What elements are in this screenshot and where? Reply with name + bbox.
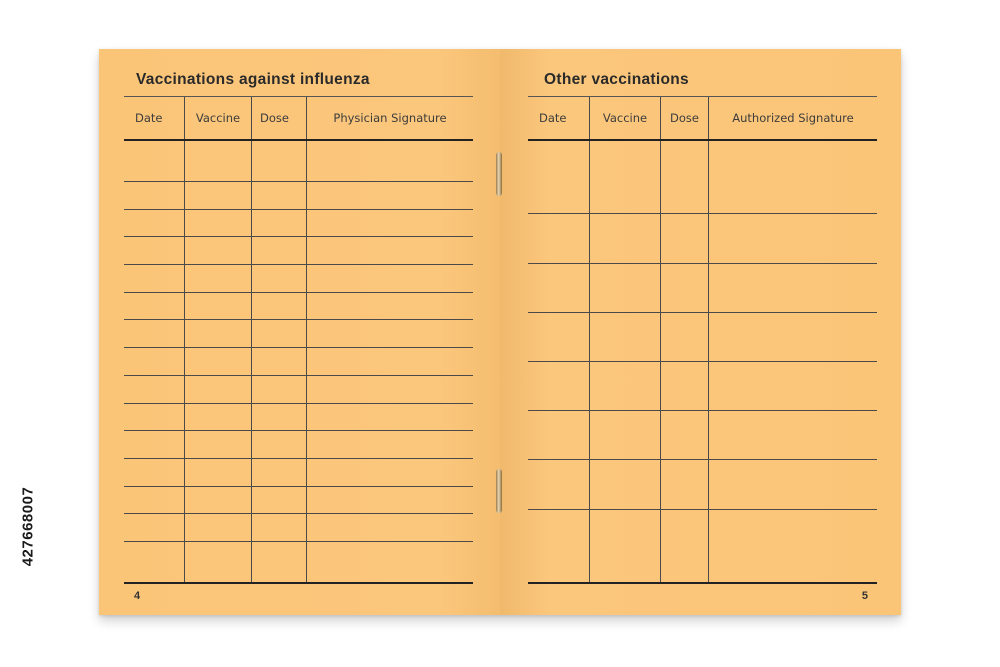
table-cell[interactable] — [528, 263, 590, 312]
table-cell[interactable] — [252, 348, 307, 376]
column-header-date: Date — [124, 97, 185, 141]
table-cell[interactable] — [124, 431, 185, 459]
stock-id-text: 427668007 — [19, 486, 37, 567]
table-cell[interactable] — [661, 460, 709, 509]
table-cell[interactable] — [252, 292, 307, 320]
table-cell[interactable] — [590, 140, 661, 214]
other-vaccinations-table — [528, 96, 877, 584]
table-cell[interactable] — [185, 140, 252, 182]
page-number-left: 4 — [134, 590, 141, 602]
table-cell[interactable] — [124, 375, 185, 403]
page-number-right: 5 — [861, 590, 868, 602]
table-cell[interactable] — [307, 514, 474, 542]
table-cell[interactable] — [252, 403, 307, 431]
table-row — [124, 182, 473, 210]
table-row — [124, 292, 473, 320]
table-header-row — [124, 97, 473, 141]
table-cell[interactable] — [590, 509, 661, 583]
right-page-title: Other vaccinations — [544, 71, 689, 88]
table-cell[interactable] — [185, 431, 252, 459]
table-cell[interactable] — [528, 312, 590, 361]
table-cell[interactable] — [307, 292, 474, 320]
column-header-signature: Authorized Signature — [709, 97, 878, 141]
table-cell[interactable] — [124, 209, 185, 237]
table-cell[interactable] — [185, 486, 252, 514]
table-cell[interactable] — [528, 411, 590, 460]
table-cell[interactable] — [185, 292, 252, 320]
table-row — [528, 411, 877, 460]
table-row — [528, 460, 877, 509]
table-cell[interactable] — [590, 312, 661, 361]
table-cell[interactable] — [124, 458, 185, 486]
table-cell[interactable] — [252, 375, 307, 403]
table-cell[interactable] — [307, 265, 474, 293]
left-page-title: Vaccinations against influenza — [136, 71, 370, 88]
table-row — [124, 514, 473, 542]
table-cell[interactable] — [252, 514, 307, 542]
table-row — [124, 375, 473, 403]
staple-bottom — [496, 469, 502, 513]
table-cell[interactable] — [709, 460, 878, 509]
table-row — [124, 348, 473, 376]
table-row — [528, 509, 877, 583]
table-cell[interactable] — [661, 361, 709, 410]
table-cell[interactable] — [528, 214, 590, 263]
table-cell[interactable] — [252, 209, 307, 237]
table-cell[interactable] — [590, 361, 661, 410]
table-cell[interactable] — [709, 509, 878, 583]
table-row — [528, 312, 877, 361]
table-cell[interactable] — [185, 182, 252, 210]
table-row — [124, 237, 473, 265]
left-page — [99, 49, 500, 615]
table-cell[interactable] — [307, 209, 474, 237]
table-cell[interactable] — [124, 403, 185, 431]
table-cell[interactable] — [307, 403, 474, 431]
table-row — [124, 320, 473, 348]
table-row — [528, 214, 877, 263]
table-cell[interactable] — [124, 292, 185, 320]
table-row — [124, 431, 473, 459]
table-cell[interactable] — [252, 541, 307, 583]
table-cell[interactable] — [709, 214, 878, 263]
table-cell[interactable] — [307, 486, 474, 514]
table-cell[interactable] — [252, 140, 307, 182]
table-cell[interactable] — [307, 237, 474, 265]
column-header-dose: Dose — [252, 97, 307, 141]
table-cell[interactable] — [185, 265, 252, 293]
table-row — [528, 361, 877, 410]
table-cell[interactable] — [124, 182, 185, 210]
table-cell[interactable] — [307, 320, 474, 348]
right-page — [500, 49, 901, 615]
table-cell[interactable] — [528, 140, 590, 214]
table-cell[interactable] — [185, 348, 252, 376]
table-cell[interactable] — [185, 209, 252, 237]
table-cell[interactable] — [185, 320, 252, 348]
table-cell[interactable] — [252, 486, 307, 514]
column-header-dose: Dose — [661, 97, 709, 141]
table-cell[interactable] — [124, 320, 185, 348]
table-cell[interactable] — [252, 237, 307, 265]
table-cell[interactable] — [185, 514, 252, 542]
table-header-row — [528, 97, 877, 141]
table-cell[interactable] — [528, 460, 590, 509]
table-cell[interactable] — [709, 312, 878, 361]
column-header-date: Date — [528, 97, 590, 141]
influenza-table — [124, 96, 473, 584]
column-header-vaccine: Vaccine — [590, 97, 661, 141]
column-header-signature: Physician Signature — [307, 97, 474, 141]
table-cell[interactable] — [307, 431, 474, 459]
table-cell[interactable] — [661, 214, 709, 263]
table-row — [124, 458, 473, 486]
table-row — [124, 541, 473, 583]
table-cell[interactable] — [185, 403, 252, 431]
table-cell[interactable] — [661, 263, 709, 312]
table-cell[interactable] — [252, 182, 307, 210]
table-cell[interactable] — [709, 263, 878, 312]
table-row — [124, 140, 473, 182]
table-cell[interactable] — [185, 458, 252, 486]
table-row — [124, 265, 473, 293]
staple-top — [496, 152, 502, 196]
table-cell[interactable] — [307, 348, 474, 376]
table-cell[interactable] — [709, 140, 878, 214]
table-cell[interactable] — [124, 265, 185, 293]
table-cell[interactable] — [185, 237, 252, 265]
table-row — [528, 140, 877, 214]
table-cell[interactable] — [124, 541, 185, 583]
column-header-vaccine: Vaccine — [185, 97, 252, 141]
table-cell[interactable] — [124, 237, 185, 265]
stock-id-label — [14, 425, 37, 625]
table-row — [124, 209, 473, 237]
table-cell[interactable] — [252, 431, 307, 459]
table-cell[interactable] — [307, 182, 474, 210]
table-cell[interactable] — [185, 541, 252, 583]
table-cell[interactable] — [124, 514, 185, 542]
table-cell[interactable] — [528, 361, 590, 410]
table-cell[interactable] — [307, 541, 474, 583]
vaccination-booklet — [99, 49, 901, 615]
table-cell[interactable] — [252, 458, 307, 486]
table-cell[interactable] — [661, 140, 709, 214]
table-cell[interactable] — [661, 509, 709, 583]
table-cell[interactable] — [590, 263, 661, 312]
table-cell[interactable] — [307, 375, 474, 403]
table-cell[interactable] — [661, 312, 709, 361]
table-cell[interactable] — [124, 486, 185, 514]
table-cell[interactable] — [590, 460, 661, 509]
table-cell[interactable] — [307, 140, 474, 182]
table-cell[interactable] — [307, 458, 474, 486]
table-row — [528, 263, 877, 312]
table-cell[interactable] — [590, 411, 661, 460]
table-row — [124, 403, 473, 431]
table-cell[interactable] — [124, 140, 185, 182]
table-cell[interactable] — [661, 411, 709, 460]
table-cell[interactable] — [590, 214, 661, 263]
table-cell[interactable] — [185, 375, 252, 403]
table-cell[interactable] — [252, 265, 307, 293]
table-cell[interactable] — [252, 320, 307, 348]
table-cell[interactable] — [709, 411, 878, 460]
table-cell[interactable] — [709, 361, 878, 410]
table-cell[interactable] — [528, 509, 590, 583]
table-row — [124, 486, 473, 514]
table-cell[interactable] — [124, 348, 185, 376]
